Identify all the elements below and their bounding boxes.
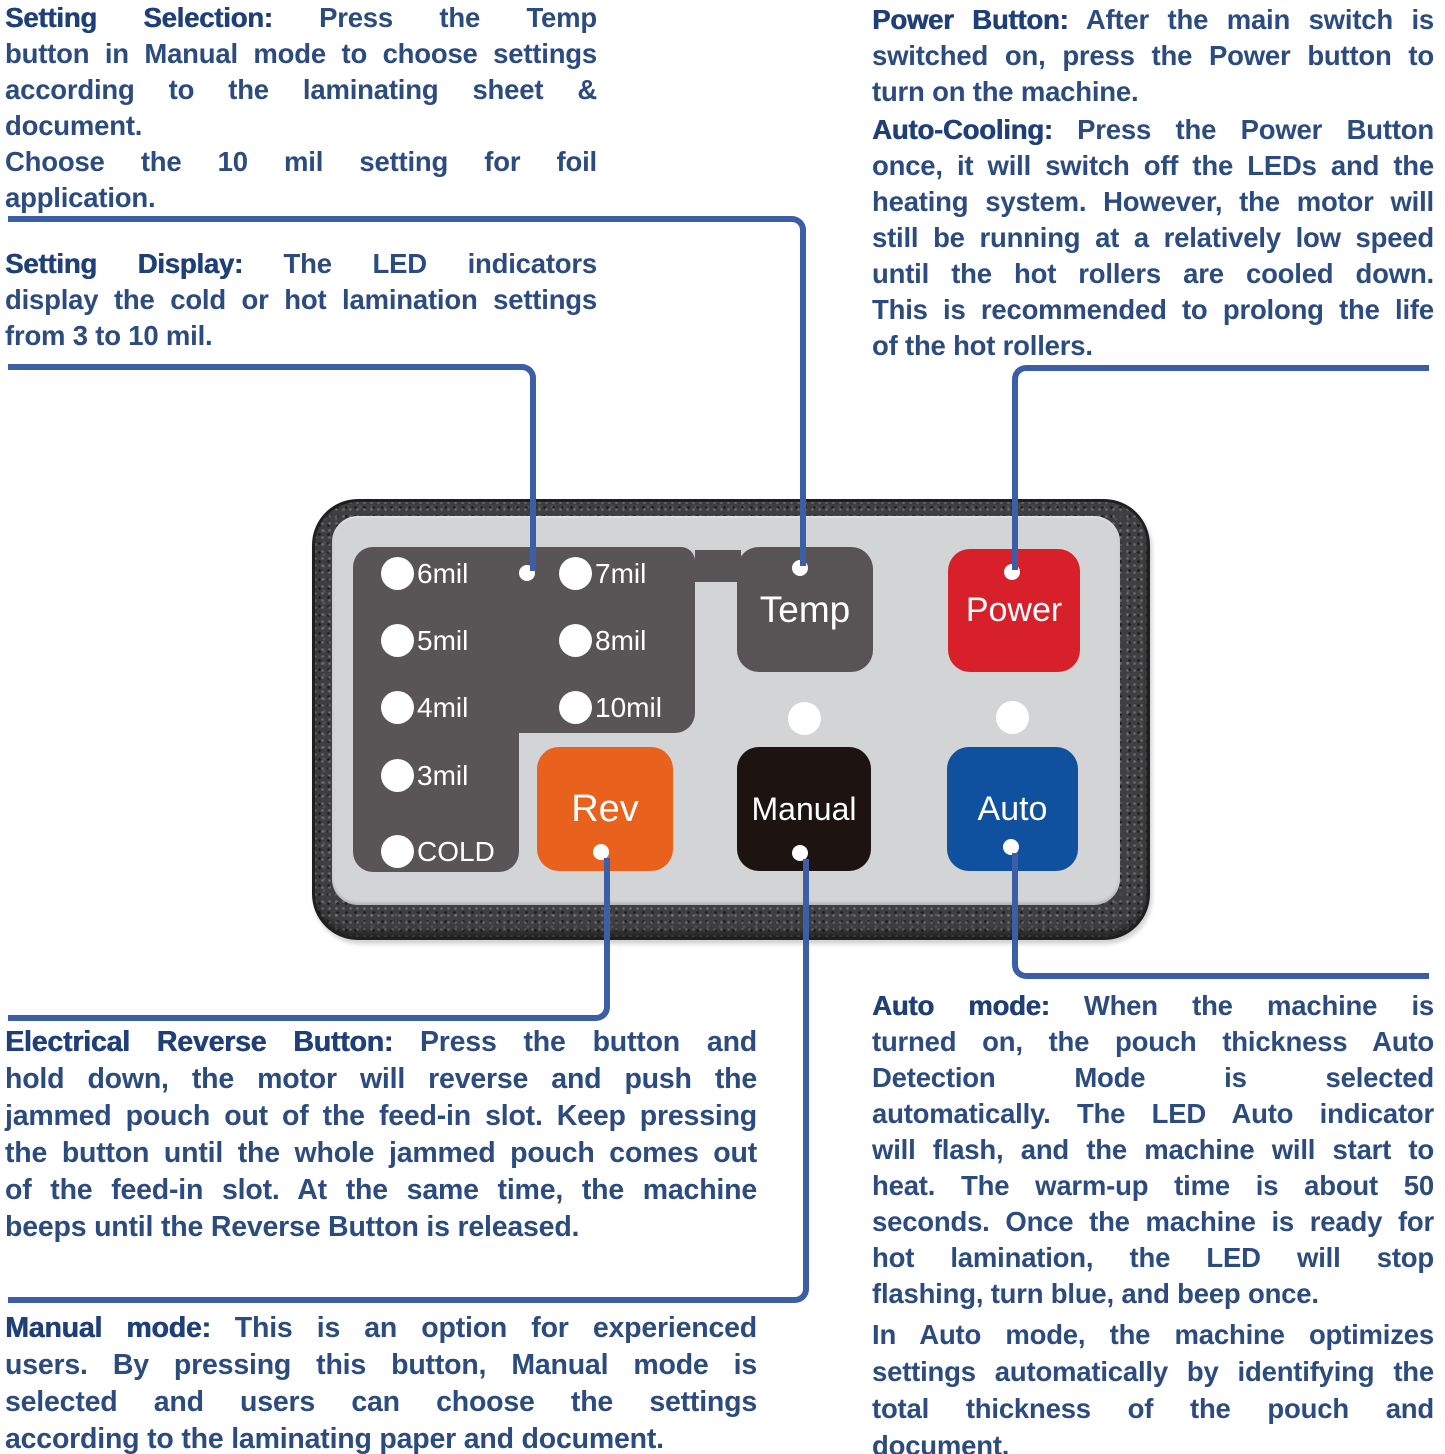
paragraph-lead-label: Manual mode: (5, 1312, 211, 1344)
text-line: Setting Display: The LED indicators (5, 248, 598, 279)
led-label: COLD (417, 836, 495, 867)
text-line: button in Manual mode to choose settings (5, 38, 597, 69)
text-line: total thickness of the pouch and (872, 1393, 1434, 1424)
led-label: 3mil (417, 760, 469, 791)
annotation-setting-selection (5, 0, 597, 216)
led-indicator-8mil (559, 624, 592, 657)
text-line: turned on, the pouch thickness Auto (872, 1026, 1434, 1057)
power-button-label: Power (965, 591, 1063, 629)
led-row-8mil (559, 624, 646, 657)
led-row-4mil (381, 691, 468, 724)
paragraph-lead-label: Auto mode: (872, 990, 1050, 1021)
text-line: Power Button: After the main switch is (872, 4, 1435, 35)
text-line: automatically. The LED Auto indicator (872, 1098, 1434, 1129)
text-line: document. (872, 1430, 1010, 1454)
text-line: of the feed-in slot. At the same time, the machine (5, 1174, 757, 1206)
led-label: 6mil (417, 558, 469, 589)
text-line: of the hot rollers. (872, 330, 1093, 361)
led-label: 7mil (595, 558, 647, 589)
annotation-power-button (872, 2, 1434, 110)
connector-auto-cooling-to-power (1012, 365, 1429, 570)
manual-mode-led (788, 702, 821, 735)
text-line: once, it will switch off the LEDs and the (872, 150, 1434, 181)
connector-setting-display-to-led (8, 364, 536, 571)
connector-auto-to-auto-mode (1012, 853, 1429, 979)
led-label: 5mil (417, 625, 469, 656)
led-label: 4mil (417, 692, 469, 723)
auto-mode-led (996, 701, 1029, 734)
text-line: Electrical Reverse Button: Press the button and (5, 1026, 757, 1058)
text-line: Choose the 10 mil setting for foil (5, 146, 597, 177)
text-line: display the cold or hot lamination settings (5, 284, 597, 315)
text-line: still be running at a relatively low speed (872, 222, 1434, 253)
paragraph-lead-label: Electrical Reverse Button: (5, 1026, 394, 1058)
temp-button-label: Temp (759, 588, 851, 630)
text-line: document. (5, 110, 143, 141)
paragraph-lead-label: Power Button: (872, 4, 1069, 35)
text-line: users. By pressing this button, Manual mode is (5, 1349, 757, 1381)
text-line: heating system. However, the motor will (872, 186, 1434, 217)
text-line: Auto mode: When the machine is (872, 990, 1434, 1021)
text-line: heat. The warm-up time is about 50 (872, 1170, 1434, 1201)
text-line: Manual mode: This is an option for experienced (5, 1312, 757, 1344)
connector-manual-to-manual-mode (8, 859, 809, 1303)
led-row-10mil (559, 691, 662, 724)
led-indicator-5mil (381, 624, 414, 657)
text-line: according to the laminating paper and document. (5, 1423, 664, 1454)
annotation-auto-cooling (872, 112, 1434, 364)
text-line: seconds. Once the machine is ready for (872, 1206, 1434, 1237)
text-line: hold down, the motor will reverse and push the (5, 1063, 757, 1095)
text-line: from 3 to 10 mil. (5, 320, 213, 351)
auto-button-label: Auto (977, 789, 1048, 828)
led-row-5mil (381, 624, 468, 657)
manual-button-label: Manual (751, 790, 857, 827)
text-line: beeps until the Reverse Button is released. (5, 1211, 580, 1243)
text-line: Detection Mode is selected (872, 1062, 1434, 1093)
led-row-3mil (381, 759, 468, 792)
text-line: turn on the machine. (872, 76, 1139, 107)
led-label: 10mil (595, 692, 662, 723)
text-line: application. (5, 182, 156, 213)
text-line: until the hot rollers are cooled down. (872, 258, 1434, 289)
text-line: selected and users can choose the settings (5, 1386, 757, 1418)
text-line: This is recommended to prolong the life (872, 294, 1434, 325)
paragraph-lead-label: Auto-Cooling: (872, 114, 1053, 145)
led-label: 8mil (595, 625, 647, 656)
text-line: settings automatically by identifying the (872, 1356, 1434, 1387)
annotation-auto-mode-continued (872, 1316, 1434, 1454)
rev-button-label: Rev (571, 787, 639, 830)
text-line: according to the laminating sheet & (5, 74, 597, 105)
text-line: hot lamination, the LED will stop (872, 1242, 1434, 1273)
led-indicator-4mil (381, 691, 414, 724)
led-indicator-3mil (381, 759, 414, 792)
text-line: In Auto mode, the machine optimizes (872, 1319, 1434, 1350)
led-indicator-10mil (559, 691, 592, 724)
annotation-auto-mode (872, 988, 1434, 1312)
annotation-manual-mode (5, 1310, 757, 1454)
text-line: jammed pouch out of the feed-in slot. Keep pressing (5, 1100, 757, 1132)
text-line: Setting Selection: Press the Temp (5, 2, 597, 33)
text-line: switched on, press the Power button to (872, 40, 1434, 71)
text-line: will flash, and the machine will start to (872, 1134, 1434, 1165)
text-line: the button until the whole jammed pouch comes out (5, 1137, 757, 1169)
paragraph-lead-label: Setting Selection: (5, 2, 273, 33)
paragraph-lead-label: Setting Display: (5, 248, 243, 279)
text-line: flashing, turn blue, and beep once. (872, 1278, 1319, 1309)
text-line: Auto-Cooling: Press the Power Button (872, 114, 1434, 145)
